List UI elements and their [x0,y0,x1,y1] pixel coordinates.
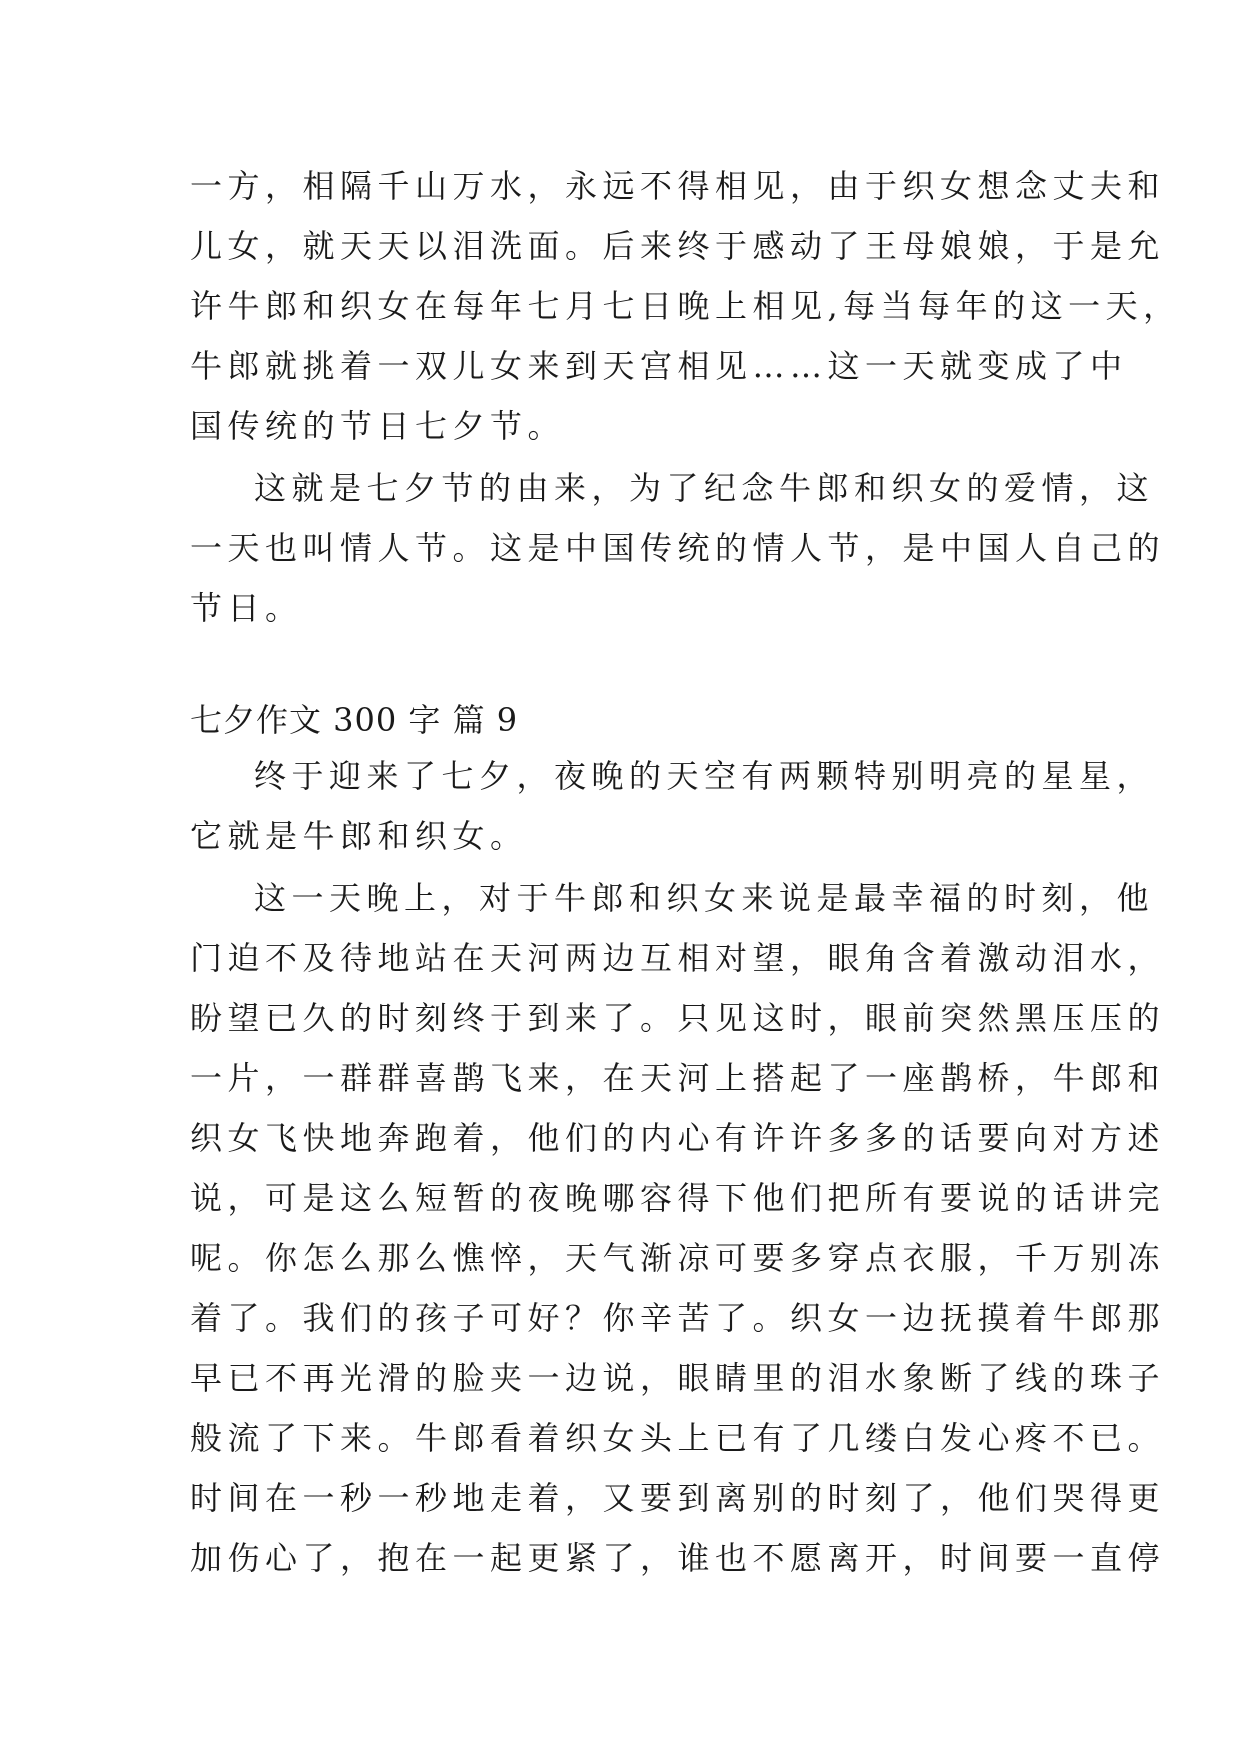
section-heading: 七夕作文 300 字 篇 9 [190,701,519,739]
text-line: 盼望已久的时刻终于到来了。只见这时，眼前突然黑压压的 [190,999,1166,1037]
text-line: 般流了下来。牛郎看着织女头上已有了几缕白发心疼不已。 [190,1419,1166,1457]
text-line: 国传统的节日七夕节。 [190,407,566,445]
text-line: 它就是牛郎和织女。 [190,817,528,855]
text-line: 一方，相隔千山万水，永远不得相见，由于织女想念丈夫和 [190,167,1166,205]
text-line: 终于迎来了七夕，夜晚的天空有两颗特别明亮的星星， [254,757,1155,795]
text-line: 许牛郎和织女在每年七月七日晚上相见,每当每年的这一天， [190,287,1181,325]
text-line: 呢。你怎么那么憔悴，天气渐凉可要多穿点衣服，千万别冻 [190,1239,1166,1277]
text-line: 时间在一秒一秒地走着，又要到离别的时刻了，他们哭得更 [190,1479,1166,1517]
text-line: 门迫不及待地站在天河两边互相对望，眼角含着激动泪水， [190,939,1166,977]
text-line: 着了。我们的孩子可好？你辛苦了。织女一边抚摸着牛郎那 [190,1299,1166,1337]
text-line: 早已不再光滑的脸夹一边说，眼睛里的泪水象断了线的珠子 [190,1359,1166,1397]
text-line: 说，可是这么短暂的夜晚哪容得下他们把所有要说的话讲完 [190,1179,1166,1217]
text-line: 织女飞快地奔跑着，他们的内心有许许多多的话要向对方述 [190,1119,1166,1157]
text-line: 这就是七夕节的由来，为了纪念牛郎和织女的爱情，这 [254,469,1155,507]
text-line: 牛郎就挑着一双儿女来到天宫相见……这一天就变成了中 [190,347,1128,385]
text-line: 一片，一群群喜鹊飞来，在天河上搭起了一座鹊桥，牛郎和 [190,1059,1166,1097]
text-line: 加伤心了，抱在一起更紧了，谁也不愿离开，时间要一直停 [190,1539,1166,1577]
text-line: 节日。 [190,589,303,627]
text-line: 儿女，就天天以泪洗面。后来终于感动了王母娘娘，于是允 [190,227,1166,265]
text-line: 这一天晚上，对于牛郎和织女来说是最幸福的时刻，他 [254,879,1155,917]
text-line: 一天也叫情人节。这是中国传统的情人节，是中国人自己的 [190,529,1166,567]
